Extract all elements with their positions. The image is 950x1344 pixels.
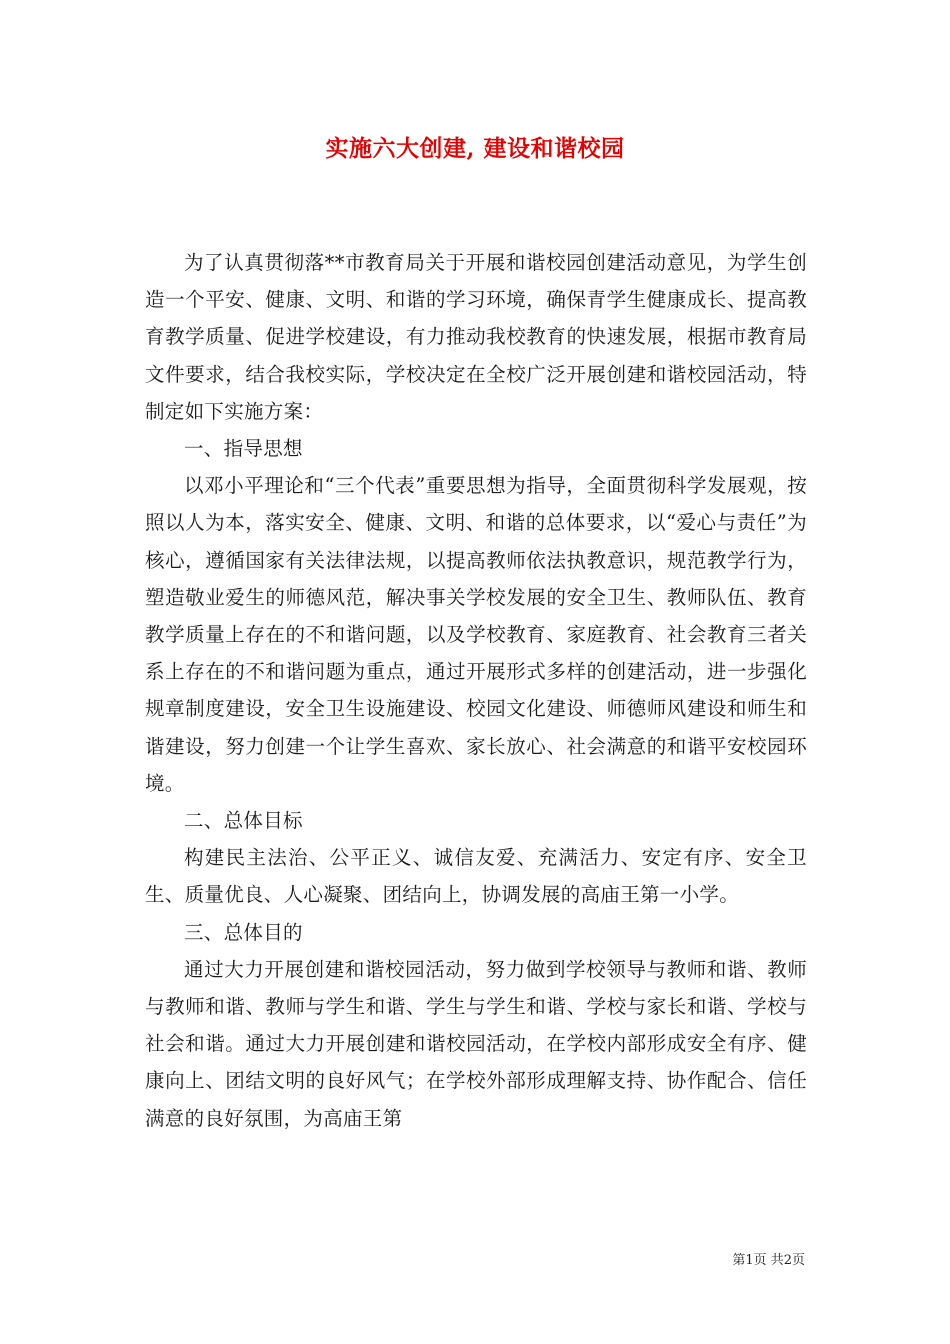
paragraph-guiding-ideology: 以邓小平理论和“三个代表”重要思想为指导，全面贯彻科学发展观，按照以人为本，落实安全、健康、文明、和谐的总体要求，以“爱心与责任”为核心，遵循国家有关法律法规，以提高教师依法执教意识，规范教学行为，塑造敬业爱生的师德风范，解决事关学校发展的安全卫生、教师队伍、教育教学质量上存在的不和谐问题，以及学校教育、家庭教育、社会教育三者关系上存在的不和谐问题为重点，通过开展形式多样的创建活动，进一步强化规章制度建设，安全卫生设施建设、校园文化建设、师德师风建设和师生和谐建设，努力创建一个让学生喜欢、家长放心、社会满意的和谐平安校园环境。 (145, 474, 807, 795)
document-body (145, 244, 807, 1137)
section-heading-guiding-ideology: 一、指导思想 (184, 437, 303, 461)
section-heading-overall-goal: 二、总体目标 (184, 809, 303, 833)
paragraph-intro: 为了认真贯彻落**市教育局关于开展和谐校园创建活动意见，为学生创造一个平安、健康、文明、和谐的学习环境，确保青学生健康成长、提高教育教学质量、促进学校建设，有力推动我校教育的快速发展，根据市教育局文件要求，结合我校实际，学校决定在全校广泛开展创建和谐校园活动，特制定如下实施方案： (145, 251, 807, 423)
page-number-footer: 第1页 共2页 (732, 1253, 805, 1268)
page-title: 实施六大创建, 建设和谐校园 (325, 135, 625, 162)
paragraph-overall-purpose: 通过大力开展创建和谐校园活动，努力做到学校领导与教师和谐、教师与教师和谐、教师与学生和谐、学生与学生和谐、学校与家长和谐、学校与社会和谐。通过大力开展创建和谐校园活动，在学校内部形成安全有序、健康向上、团结文明的良好风气；在学校外部形成理解支持、协作配合、信任满意的良好氛围，为高庙王第 (145, 957, 807, 1130)
section-heading-overall-purpose: 三、总体目的 (184, 920, 303, 944)
paragraph-overall-goal: 构建民主法治、公平正义、诚信友爱、充满活力、安定有序、安全卫生、质量优良、人心凝聚、团结向上，协调发展的高庙王第一小学。 (145, 846, 807, 907)
